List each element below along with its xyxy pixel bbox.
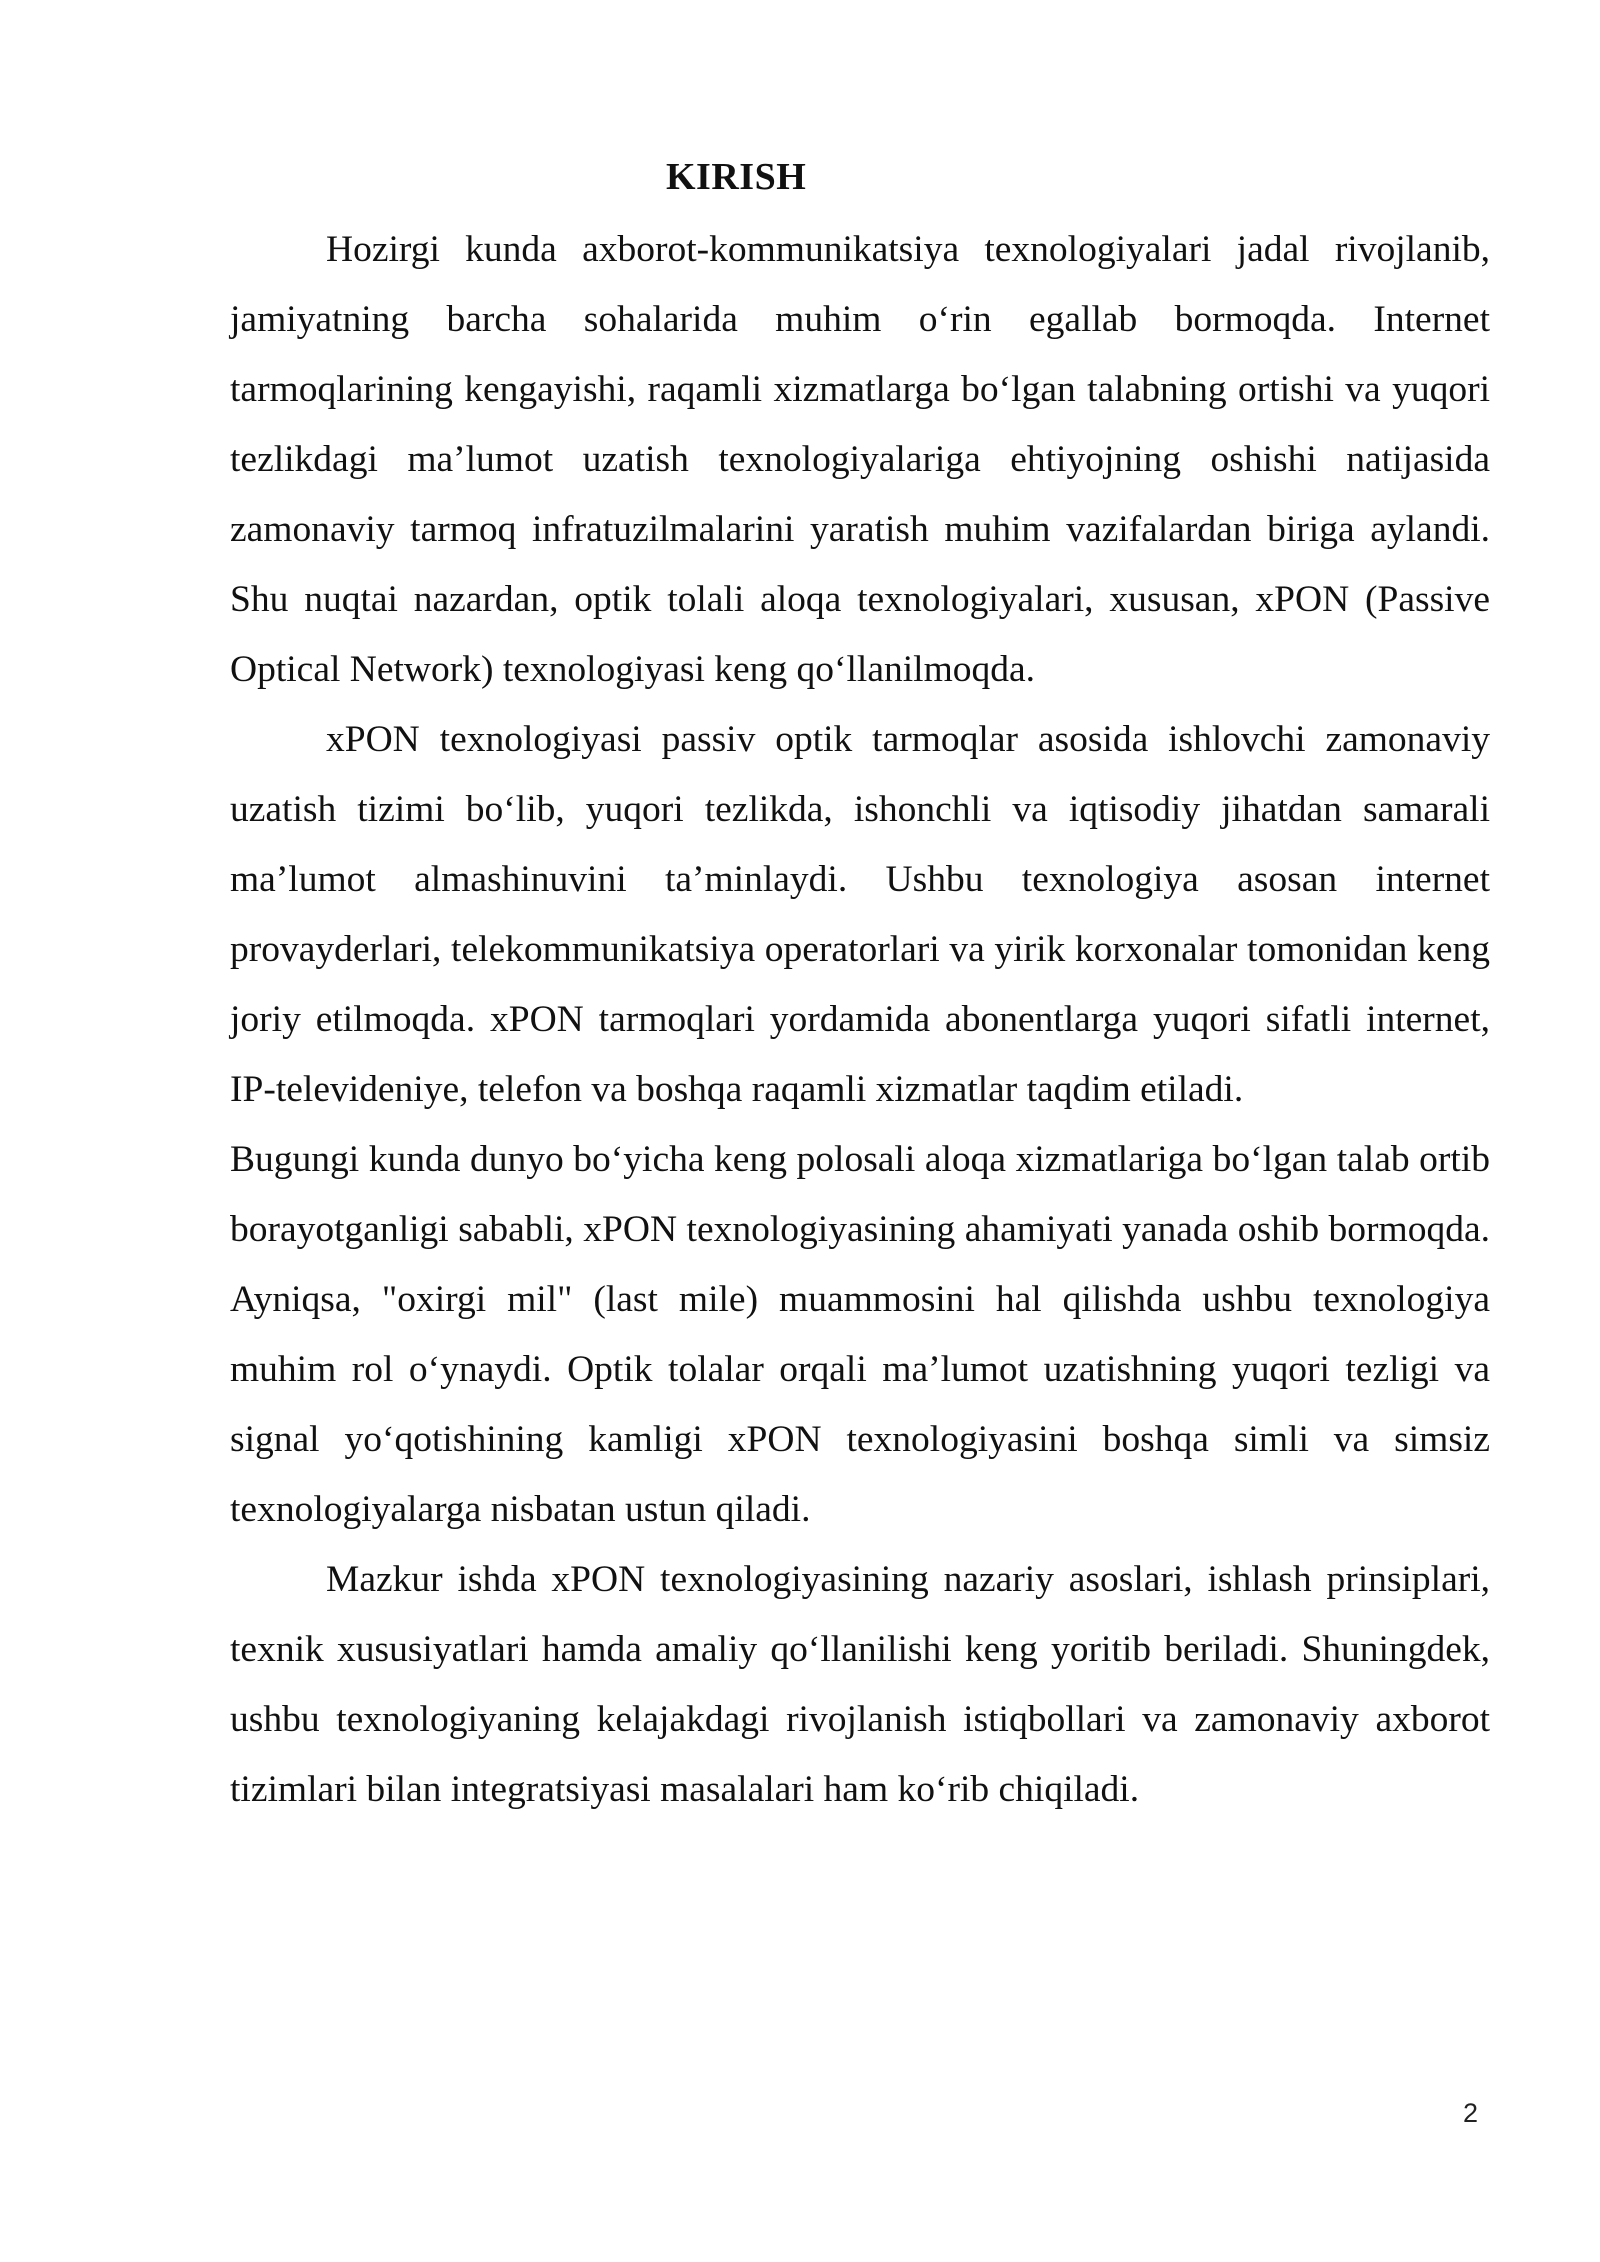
page-number: 2 <box>1463 2098 1479 2128</box>
paragraph-4: Mazkur ishda xPON texnologiyasining nazariy asoslari, ishlash prinsiplari, texnik xususiyatlari hamda amaliy qo‘llanilishi keng yoritib beriladi. Shuningdek, ushbu texnologiyaning kelajakdagi rivojlanish istiqbollari va zamonaviy axborot tizimlari bilan integratsiyasi masalalari ham ko‘rib chiqiladi. <box>230 1559 1490 1810</box>
paragraph-3: Bugungi kunda dunyo bo‘yicha keng polosali aloqa xizmatlariga bo‘lgan talab ortib borayotganligi sababli, xPON texnologiyasining ahamiyati yanada oshib bormoqda. Ayniqsa, "oxirgi mil" (last mile) muammosini hal qilishda ushbu texnologiya muhim rol o‘ynaydi. Optik tolalar orqali ma’lumot uzatishning yuqori tezligi va signal yo‘qotishining kamligi xPON texnologiyasini boshqa simli va simsiz texnologiyalarga nisbatan ustun qiladi. <box>230 1139 1490 1530</box>
paragraph-2: xPON texnologiyasi passiv optik tarmoqlar asosida ishlovchi zamonaviy uzatish tizimi bo‘lib, yuqori tezlikda, ishonchli va iqtisodiy jihatdan samarali ma’lumot almashinuvini ta’minlaydi. Ushbu texnologiya asosan internet provayderlari, telekommunikatsiya operatorlari va yirik korxonalar tomonidan keng joriy etilmoqda. xPON tarmoqlari yordamida abonentlarga yuqori sifatli internet, IP-televideniye, telefon va boshqa raqamli xizmatlar taqdim etiladi. <box>230 719 1490 1110</box>
section-heading: KIRISH <box>666 156 807 198</box>
paragraph-1: Hozirgi kunda axborot-kommunikatsiya texnologiyalari jadal rivojlanib, jamiyatning barcha sohalarida muhim o‘rin egallab bormoqda. Internet tarmoqlarining kengayishi, raqamli xizmatlarga bo‘lgan talabning ortishi va yuqori tezlikdagi ma’lumot uzatish texnologiyalariga ehtiyojning oshishi natijasida zamonaviy tarmoq infratuzilmalarini yaratish muhim vazifalardan biriga aylandi. Shu nuqtai nazardan, optik tolali aloqa texnologiyalari, xususan, xPON (Passive Optical Network) texnologiyasi keng qo‘llanilmoqda. <box>230 229 1490 690</box>
body-text <box>230 215 1490 1825</box>
